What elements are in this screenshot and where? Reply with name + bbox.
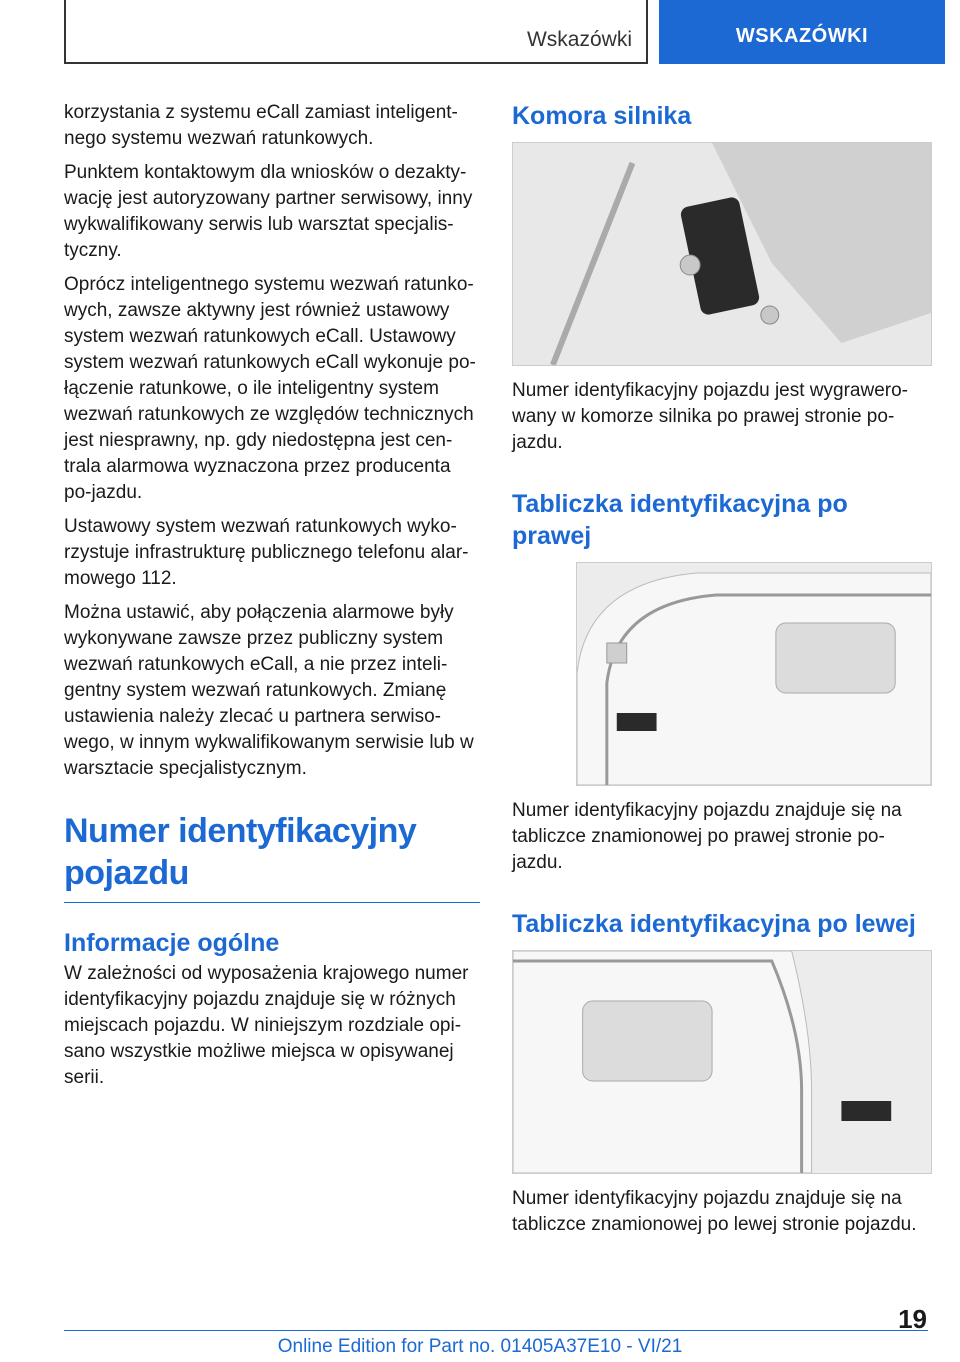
header-tab-label: WSKAZÓWKI	[735, 24, 869, 47]
paragraph: Ustawowy system wezwań ratunkowych wyko-rzystuje infrastrukturę publicznego telefonu alar-mowego 112.	[64, 516, 469, 589]
engine-bay-photo	[512, 142, 932, 366]
left-plate-heading: Tabliczka identyfikacyjna po lewej	[512, 910, 916, 938]
header-section: Wskazówki	[526, 28, 632, 51]
paragraph: Numer identyfikacyjny pojazdu jest wygrawero-wany w komorze silnika po prawej stronie po-jazdu.	[512, 380, 908, 453]
paragraph: W zależności od wyposażenia krajowego numer identyfikacyjny pojazdu znajduje się w różnych miejscach pojazdu. W niniejszym rozdziale opi-sano wszystkie możliwe miejsca w opisywanej serii.	[64, 963, 469, 1088]
paragraph: Punktem kontaktowym dla wniosków o dezakty-wację jest autoryzowany partner serwisowy, inny wykwalifikowany serwis lub warsztat specjalis-tyczny.	[64, 162, 473, 261]
right-plate-photo	[576, 562, 932, 786]
paragraph: korzystania z systemu eCall zamiast inteligent-nego systemu wezwań ratunkowych.	[64, 102, 458, 149]
engine-bay-heading: Komora silnika	[512, 102, 692, 130]
footer-divider	[64, 1330, 928, 1331]
page-number: 19	[898, 1304, 927, 1334]
paragraph: Oprócz inteligentnego systemu wezwań ratunko-wych, zawsze aktywny jest również ustawowy system wezwań ratunkowych eCall. Ustawowy system wezwań ratunkowych eCall wykonuje po-łączenie ratunkowe, o ile inteligentny system wezwań ratunkowych ze względów technicznych jest niesprawny, np. gdy niedostępna jest cen-trala alarmowa wyznaczona przez producenta po-jazdu.	[64, 274, 476, 503]
left-column	[64, 100, 480, 1099]
right-plate-heading: Tabliczka identyfikacyjna po prawej	[512, 490, 848, 550]
right-column	[512, 100, 932, 1246]
section-heading: Numer identyfikacyjny pojazdu	[64, 810, 480, 903]
paragraph: Można ustawić, aby połączenia alarmowe były wykonywane zawsze przez publiczny system wezwań ratunkowych eCall, a nie przez inteli-gentny system wezwań ratunkowych. Zmianę ustawienia należy zlecać u partnera serwiso-wego, w innym wykwalifikowanym serwisie lub w warsztacie specjalistycznym.	[64, 602, 474, 779]
left-plate-photo	[512, 950, 932, 1174]
footer-edition: Online Edition for Part no. 01405A37E10 - VI/21	[277, 1336, 683, 1357]
paragraph: Numer identyfikacyjny pojazdu znajduje się na tabliczce znamionowej po lewej stronie pojazdu.	[512, 1188, 917, 1235]
subsection-heading: Informacje ogólne	[64, 929, 280, 957]
paragraph: Numer identyfikacyjny pojazdu znajduje się na tabliczce znamionowej po prawej stronie po-jazdu.	[512, 800, 902, 873]
header-tab[interactable]	[659, 0, 945, 64]
